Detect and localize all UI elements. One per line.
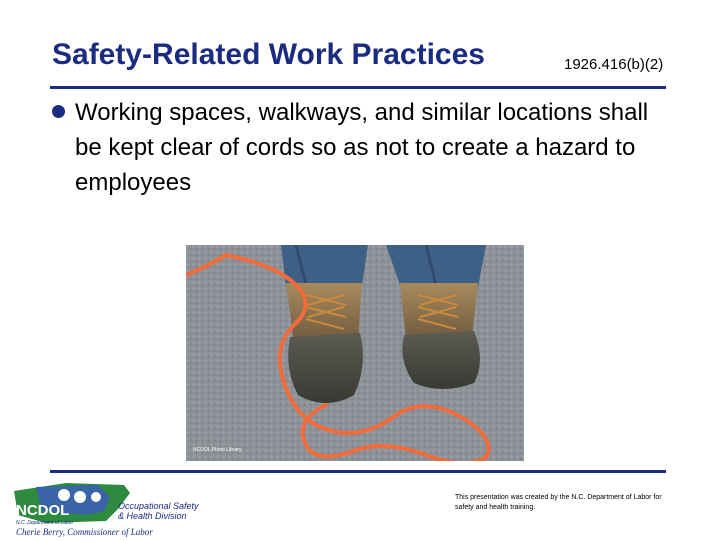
slide-title: Safety-Related Work Practices <box>52 38 485 71</box>
presentation-credit: This presentation was created by the N.C. Department of Labor for safety and health training. <box>455 494 662 511</box>
logo-agency-abbr: NCDOL <box>16 502 70 519</box>
logo-division-line2: & Health Division <box>118 511 187 521</box>
logo-commissioner: Cherie Berry, Commissioner of Labor <box>16 527 153 537</box>
bullet-text: Working spaces, walkways, and similar locations shall be kept clear of cords so as not to create a hazard to employees <box>75 99 649 196</box>
ncdol-logo <box>6 475 246 537</box>
bullet-icon <box>52 105 65 118</box>
footer-divider <box>50 470 666 473</box>
standard-reference: 1926.416(b)(2) <box>564 56 664 73</box>
title-divider <box>50 86 666 89</box>
boots-cord-photo <box>186 245 524 461</box>
logo-agency-sub: N.C. Department of Labor <box>16 520 74 526</box>
photo-credit: NCDOL Photo Library <box>193 447 242 453</box>
logo-division-line1: Occupational Safety <box>118 501 199 511</box>
